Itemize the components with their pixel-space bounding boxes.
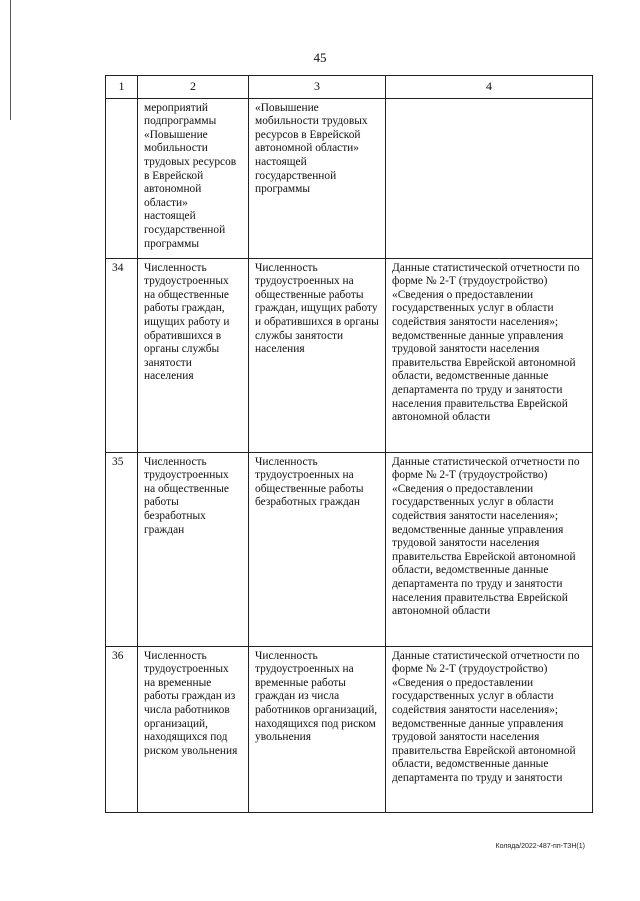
document-footer-code: Коляда/2022-487-пп-ТЗН(1) — [495, 843, 585, 850]
data-source-cell: Данные статистической отчетности по форме № 2-Т (трудоустройство) «Сведения о предоставлении государственных услуг в области содействия занятости населения»; ведомственные данные управления трудовой занятости населения правительства Еврейской автономной области, ведомственные данные департамента по труду и занятости — [386, 646, 593, 812]
table-header-row — [106, 76, 593, 99]
indicator-description-cell: Численность трудоустроенных на временные работы граждан из числа работников организаций, находящихся под риском увольнения — [249, 646, 386, 812]
table-row — [106, 258, 593, 452]
page-number: 45 — [313, 50, 327, 65]
row-number: 35 — [106, 452, 138, 646]
header-cell-col-4: 4 — [386, 76, 593, 99]
row-number: 36 — [106, 646, 138, 812]
row-number: 34 — [106, 258, 138, 452]
indicator-name-cell: Численность трудоустроенных на общественные работы безработных граждан — [138, 452, 249, 646]
data-source-cell: Данные статистической отчетности по форме № 2-Т (трудоустройство) «Сведения о предоставлении государственных услуг в области содействия занятости населения»; ведомственные данные управления трудовой занятости населения правительства Еврейской автономной области, ведомственные данные департамента по труду и занятости населения правительства Еврейской автономной области — [386, 452, 593, 646]
header-cell-col-1: 1 — [106, 76, 138, 99]
table-row — [106, 646, 593, 812]
indicator-name-cell: Численность трудоустроенных на временные работы граждан из числа работников организаций, находящихся под риском увольнения — [138, 646, 249, 812]
data-source-cell: Данные статистической отчетности по форме № 2-Т (трудоустройство) «Сведения о предоставлении государственных услуг в области содействия занятости населения»; ведомственные данные управления трудовой занятости населения правительства Еврейской автономной области, ведомственные данные департамента по труду и занятости населения правительства Еврейской автономной области — [386, 258, 593, 452]
table-row — [106, 452, 593, 646]
indicator-description-cell: Численность трудоустроенных на общественные работы граждан, ищущих работу и обратившихся в органы службы занятости населения — [249, 258, 386, 452]
indicator-description-cell: Численность трудоустроенных на общественные работы безработных граждан — [249, 452, 386, 646]
indicator-description-cell: «Повышение мобильности трудовых ресурсов в Еврейской автономной области» настоящей государственной программы — [249, 98, 386, 258]
table-row — [106, 98, 593, 258]
indicator-name-cell: Численность трудоустроенных на общественные работы граждан, ищущих работу и обратившихся в органы службы занятости населения — [138, 258, 249, 452]
row-number — [106, 98, 138, 258]
data-source-cell — [386, 98, 593, 258]
indicator-name-cell: мероприятий подпрограммы «Повышение мобильности трудовых ресурсов в Еврейской автономной области» настоящей государственной программы — [138, 98, 249, 258]
header-cell-col-2: 2 — [138, 76, 249, 99]
indicators-table — [105, 75, 593, 813]
header-cell-col-3: 3 — [249, 76, 386, 99]
